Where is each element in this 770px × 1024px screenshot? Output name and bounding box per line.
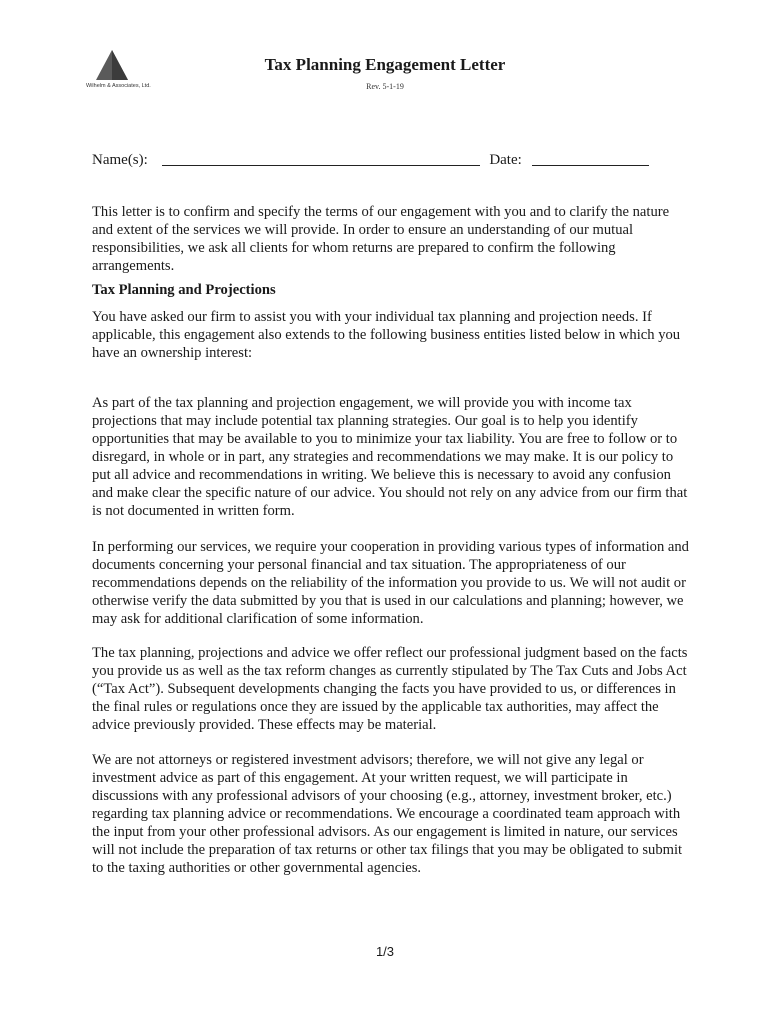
paragraph-text: We are not attorneys or registered investment advisors; therefore, we will not give any legal or investment advice as part of this engagement. At your written request, we will participate in discussions with any professional advisors of your choosing (e.g., attorney, investment broker, etc.) regarding tax planning advice or recommendations. We encourage a coordinated team approach with the input from your other professional advisors. As our engagement is limited in nature, our services will not include the preparation of tax returns or other tax filings that you may be obligated to submit to the taxing authorities or other governmental agencies. [92, 752, 683, 876]
paragraph-text: In performing our services, we require your cooperation in providing various types of information and documents concerning your personal financial and tax situation. The appropriateness of our recommendations depends on the reliability of the information you provide to us. We will not audit or otherwise verify the data submitted by you that is used in our calculations and planning; however, we may ask for additional clarification of some information. [92, 539, 689, 627]
names-label: Name(s): [92, 152, 148, 168]
paragraph-text: The tax planning, projections and advice we offer reflect our professional judgment based on the facts you provide us as well as the tax reform changes as currently stipulated by The Tax Cuts and Jobs Act (“Tax Act”). Subsequent developments changing the facts you have provided to us, or differences in the final rules or regulations once they are issued by the applicable tax authorities, may affect the advice previously provided. These effects may be material. [92, 645, 688, 733]
document-title: Tax Planning Engagement Letter [264, 55, 506, 74]
page-number: 1/3 [375, 944, 395, 959]
intro-paragraph [92, 203, 692, 275]
paragraph-5 [92, 751, 692, 877]
paragraph-1 [92, 308, 692, 362]
revision-label: Rev. 5-1-19 [366, 82, 404, 91]
logo-text: Wilhelm & Associates, Ltd. [86, 83, 151, 89]
paragraph-text: As part of the tax planning and projection engagement, we will provide you with income tax projections that may include potential tax planning strategies. Our goal is to help you identify opportunities that may be available to you to minimize your tax liability. You are free to follow or to disregard, in whole or in part, any strategies and recommendations we may make. It is our policy to put all advice and recommendations in writing. We believe this is necessary to avoid any confusion and make clear the specific nature of our advice. You should not rely on any advice from our firm that is not documented in written form. [92, 395, 688, 519]
date-label: Date: [489, 152, 522, 168]
date-field[interactable] [532, 151, 649, 166]
paragraph-text: You have asked our firm to assist you with your individual tax planning and projection needs. If applicable, this engagement also extends to the following business entities listed below in which you have an ownership interest: [92, 309, 681, 361]
section-heading: Tax Planning and Projections [92, 282, 276, 298]
paragraph-4 [92, 644, 692, 734]
paragraph-3 [92, 538, 692, 628]
names-date-row [92, 151, 649, 169]
names-field[interactable] [162, 151, 480, 166]
paragraph-2 [92, 394, 692, 520]
intro-text: This letter is to confirm and specify the terms of our engagement with you and to clarify the nature and extent of the services we will provide. In order to ensure an understanding of our mutual responsibilities, we ask all clients for whom returns are prepared to confirm the following arrangements. [92, 204, 670, 274]
